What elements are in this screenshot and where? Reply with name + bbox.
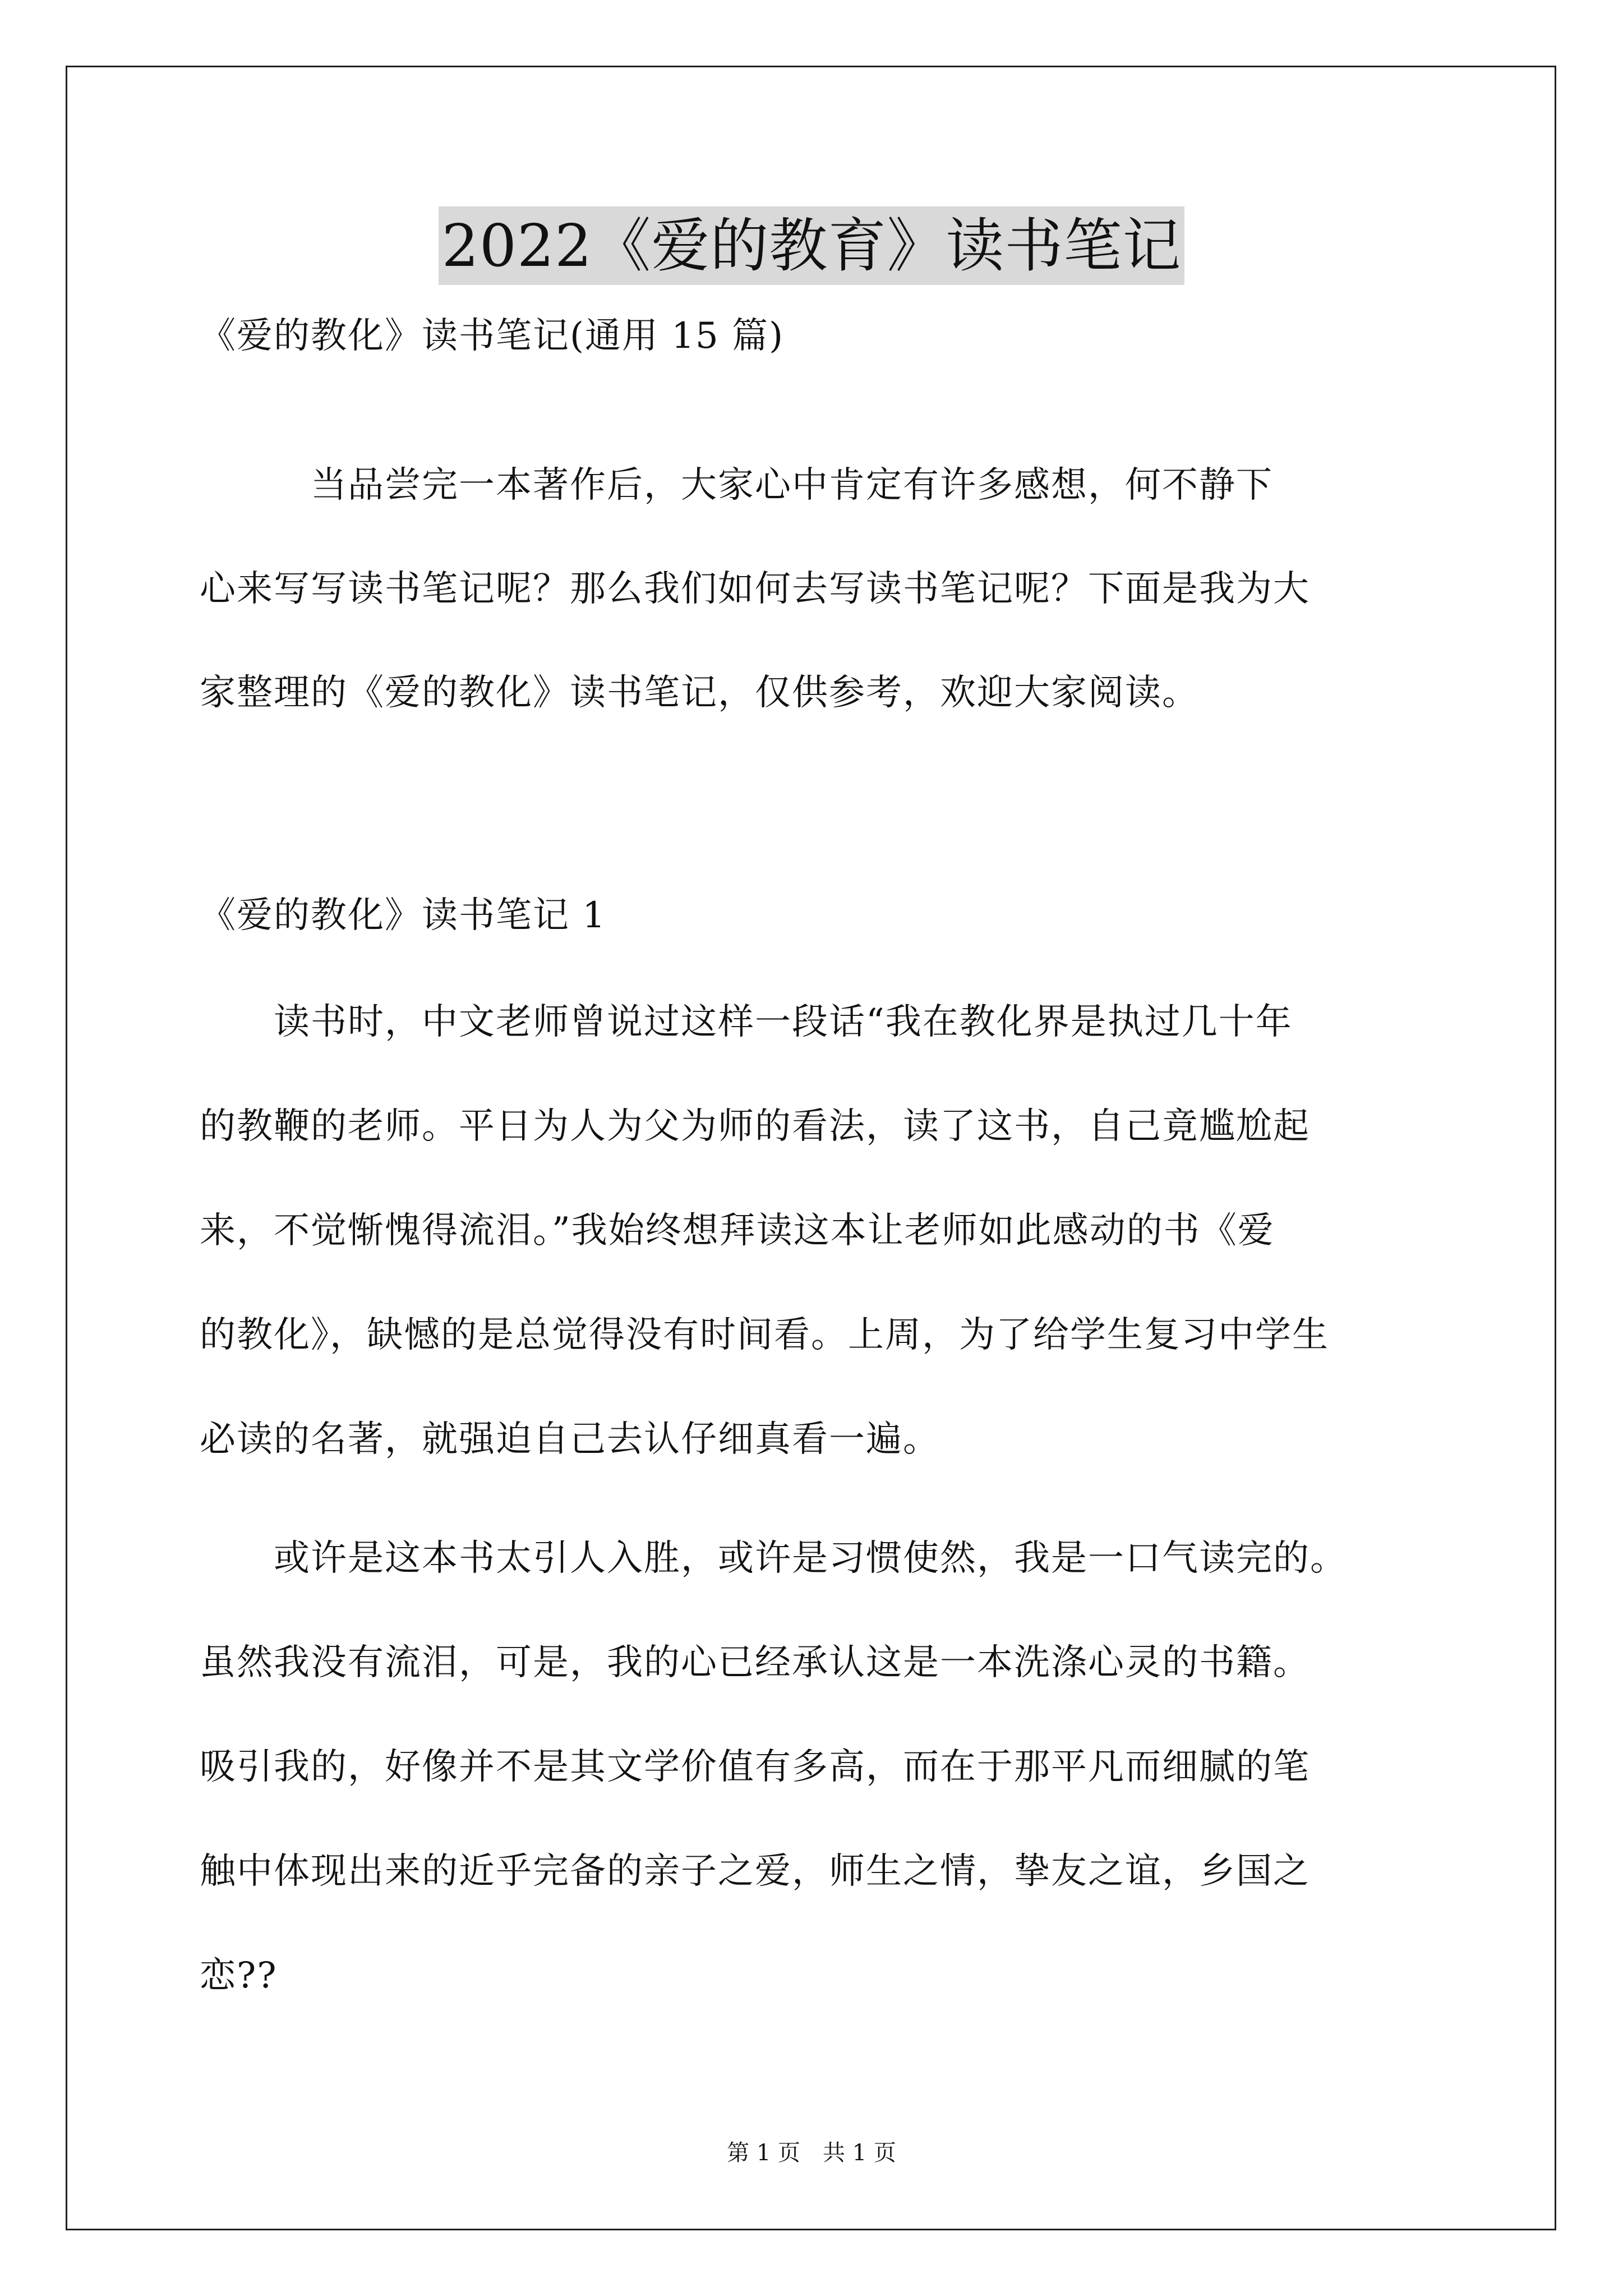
paragraph-line: 吸引我的，好像并不是其文学价值有多高，而在于那平凡而细腻的笔 [200,1746,1310,1788]
paragraph-line: 来，不觉惭愧得流泪。”我始终想拜读这本让老师如此感动的书《爱 [200,1210,1275,1251]
paragraph-line: 或许是这本书太引人入胜，或许是习惯使然，我是一口气读完的。 [200,1538,1347,1579]
paragraph-line: 恋?? [200,1955,278,1996]
intro-line: 心来写写读书笔记呢？那么我们如何去写读书笔记呢？下面是我为大 [200,568,1310,610]
paragraph-line: 读书时，中文老师曾说过这样一段话“我在教化界是执过几十年 [200,1001,1293,1043]
intro-line: 当品尝完一本著作后，大家心中肯定有许多感想，何不静下 [200,464,1273,506]
document-title: 2022《爱的教育》读书笔记 [439,206,1185,285]
paragraph-line: 的教鞭的老师。平日为人为父为师的看法，读了这书，自己竟尴尬起 [200,1106,1310,1147]
page-footer: 第 1 页 共 1 页 [727,2140,896,2166]
section-heading: 《爱的教化》读书笔记 1 [200,895,607,936]
paragraph-line: 必读的名著，就强迫自己去认仔细真看一遍。 [200,1419,940,1460]
intro-line: 家整理的《爱的教化》读书笔记，仅供参考，欢迎大家阅读。 [200,672,1199,714]
paragraph-line: 的教化》，缺憾的是总觉得没有时间看。上周，为了给学生复习中学生 [200,1314,1329,1356]
document-subtitle: 《爱的教化》读书笔记(通用 15 篇) [200,315,785,357]
paragraph-line: 虽然我没有流泪，可是，我的心已经承认这是一本洗涤心灵的书籍。 [200,1642,1310,1683]
title-container [0,206,1623,285]
paragraph-line: 触中体现出来的近乎完备的亲子之爱，师生之情，挚友之谊，乡国之 [200,1851,1310,1892]
